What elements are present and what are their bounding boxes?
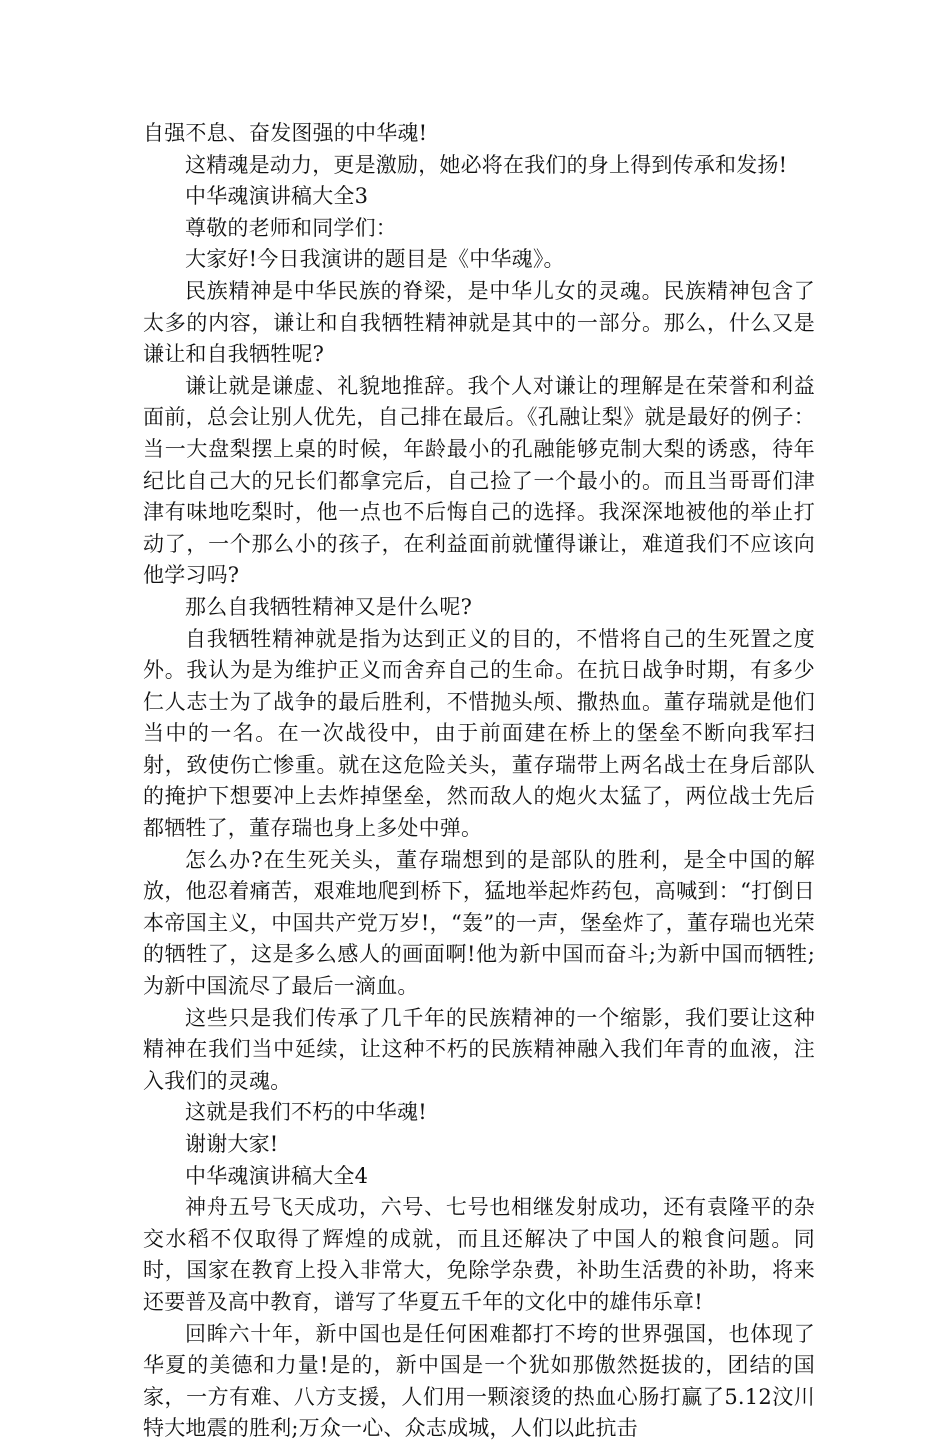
paragraph: 民族精神是中华民族的脊梁，是中华儿女的灵魂。民族精神包含了太多的内容，谦让和自我牺牲精神就是其中的一部分。那么，什么又是谦让和自我牺牲呢? — [143, 278, 815, 367]
thanks-line: 谢谢大家! — [185, 1132, 279, 1156]
closing-line: 这就是我们不朽的中华魂! — [185, 1100, 427, 1125]
salutation: 尊敬的老师和同学们： — [185, 215, 397, 240]
paragraph: 自我牺牲精神就是指为达到正义的目的，不惜将自己的生死置之度外。我认为是为维护正义而舍弃自己的生命。在抗日战争时期，有多少仁人志士为了战争的最后胜利，不惜抛头颅、撒热血。董存瑞就是他们当中的一名。在一次战役中，由于前面建在桥上的堡垒不断向我军扫射，致使伤亡惨重。就在这危险关头，董存瑞带上两名战士在身后部队的掩护下想要冲上去炸掉堡垒，然而敌人的炮火太猛了，两位战士先后都牺牲了，董存瑞也身上多处中弹。 — [143, 626, 815, 841]
paragraph: 那么自我牺牲精神又是什么呢? — [185, 594, 473, 619]
paragraph: 这精魂是动力，更是激励，她必将在我们的身上得到传承和发扬! — [185, 152, 788, 177]
paragraph: 怎么办?在生死关头，董存瑞想到的是部队的胜利，是全中国的解放，他忍着痛苦，艰难地爬到桥下，猛地举起炸药包，高喊到：“打倒日本帝国主义，中国共产党万岁!，“轰”的一声，堡垒炸了，董存瑞也光荣的牺牲了，这是多么感人的画面啊!他为新中国而奋斗;为新中国而牺牲;为新中国流尽了最后一滴血。 — [143, 847, 815, 999]
section-heading: 中华魂演讲稿大全4 — [185, 1163, 369, 1188]
paragraph: 神舟五号飞天成功，六号、七号也相继发射成功，还有袁隆平的杂交水稻不仅取得了辉煌的成就，而且还解决了中国人的粮食问题。同时，国家在教育上投入非常大，免除学杂费，补助生活费的补助，将来还要普及高中教育，谱写了华夏五千年的文化中的雄伟乐章! — [143, 1195, 815, 1314]
paragraph: 谦让就是谦虚、礼貌地推辞。我个人对谦让的理解是在荣誉和利益面前，总会让别人优先，自己排在最后。《孔融让梨》就是最好的例子：当一大盘梨摆上桌的时候，年龄最小的孔融能够克制大梨的诱惑，待年纪比自己大的兄长们都拿完后，自己捡了一个最小的。而且当哥哥们津津有味地吃梨时，他一点也不后悔自己的选择。我深深地被他的举止打动了，一个那么小的孩子，在利益面前就懂得谦让，难道我们不应该向他学习吗? — [143, 373, 815, 588]
paragraph: 回眸六十年，新中国也是任何困难都打不垮的世界强国，也体现了华夏的美德和力量!是的，新中国是一个犹如那傲然挺拔的，团结的国家，一方有难、八方支援，人们用一颗滚烫的热血心肠打赢了5.12汶川特大地震的胜利;万众一心、众志成城，人们以此抗击 — [143, 1321, 815, 1441]
speech-text-body — [143, 118, 815, 1445]
paragraph: 自强不息、奋发图强的中华魂! — [143, 121, 428, 145]
section-heading: 中华魂演讲稿大全3 — [185, 184, 369, 209]
greeting-line: 大家好!今日我演讲的题目是《中华魂》。 — [185, 247, 565, 272]
paragraph: 这些只是我们传承了几千年的民族精神的一个缩影，我们要让这种精神在我们当中延续，让这种不朽的民族精神融入我们年青的血液，注入我们的灵魂。 — [143, 1005, 815, 1093]
